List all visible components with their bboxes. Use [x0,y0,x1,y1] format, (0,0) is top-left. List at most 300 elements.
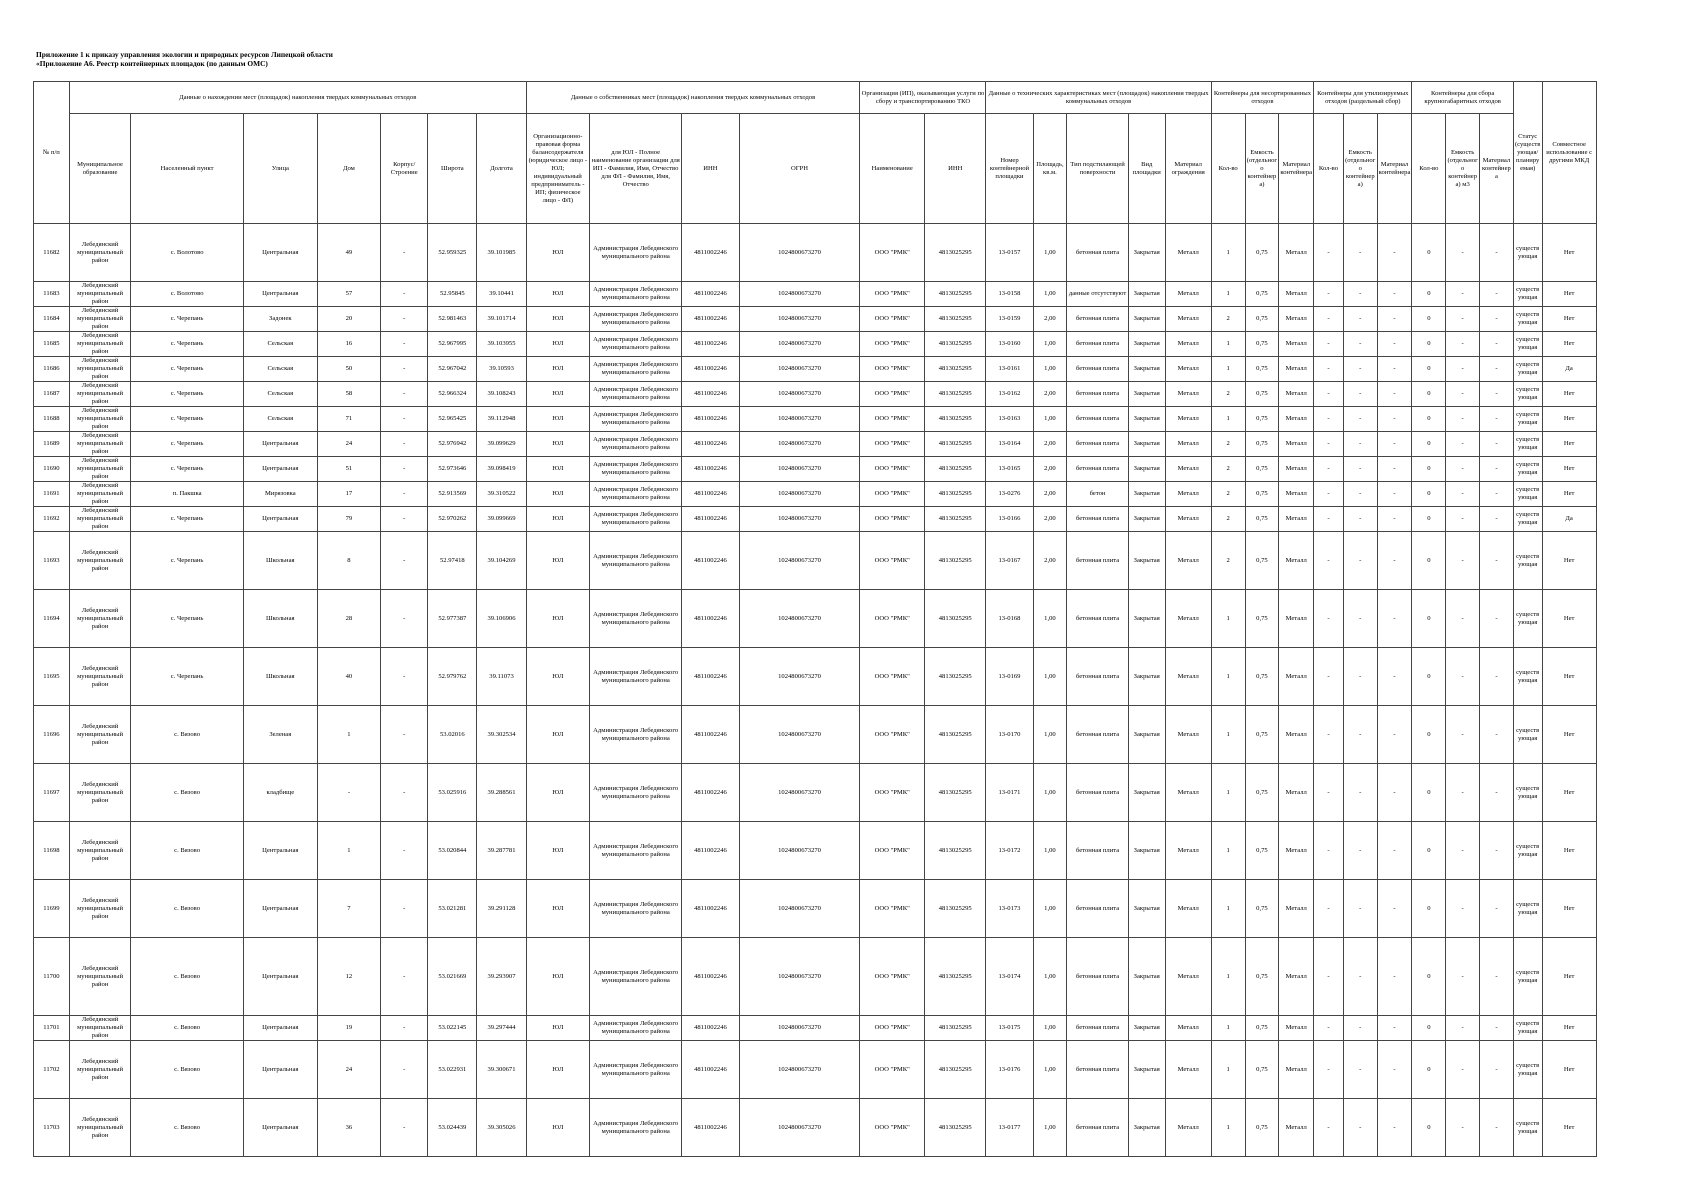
cell-inn: 4811002246 [682,224,739,282]
cell-recyclable-material: - [1377,382,1412,407]
cell-lat: 53.022145 [428,1016,477,1041]
cell-owner-name: Администрация Лебедянского муниципального района [590,822,682,880]
cell-operator-inn: 4813025295 [924,764,985,822]
cell-bulky-capacity: - [1446,590,1480,648]
document-header [36,50,333,68]
cell-settlement: с. Вязово [131,706,244,764]
cell-bulky-material: - [1480,532,1514,590]
cell-unsorted-capacity: 0,75 [1245,706,1279,764]
cell-recyclable-material: - [1377,590,1412,648]
cell-shared: Нет [1542,382,1596,407]
cell-fence: Металл [1165,1099,1211,1157]
cell-operator-inn: 4813025295 [924,1016,985,1041]
container-sites-register-table [33,81,1641,1157]
cell-lon: 39.310522 [477,482,526,507]
cell-house: 58 [317,382,380,407]
cell-surface: бетонная плита [1067,764,1128,822]
cell-street: Школьная [243,648,317,706]
cell-fence: Металл [1165,507,1211,532]
cell-bulky-capacity: - [1446,407,1480,432]
cell-area: 2,00 [1033,432,1067,457]
cell-recyclable-qty: - [1314,224,1344,282]
cell-building: - [381,282,428,307]
table-row [34,822,1641,880]
cell-fence: Металл [1165,457,1211,482]
cell-unsorted-material: Металл [1279,880,1314,938]
cell-shared: Нет [1542,590,1596,648]
cell-owner-name: Администрация Лебедянского муниципального района [590,764,682,822]
cell-lon: 39.11073 [477,648,526,706]
cell-owner-name: Администрация Лебедянского муниципального района [590,482,682,507]
cell-operator-name: ООО "РМК" [860,307,925,332]
cell-unsorted-qty: 1 [1211,822,1245,880]
cell-lat: 52.977387 [428,590,477,648]
cell-settlement: с. Черепань [131,457,244,482]
cell-n: 11697 [34,764,70,822]
table-row [34,880,1641,938]
cell-n: 11694 [34,590,70,648]
cell-bulky-material: - [1480,706,1514,764]
cell-recyclable-capacity: - [1343,432,1377,457]
cell-bulky-qty: 0 [1412,432,1446,457]
cell-owner-name: Администрация Лебедянского муниципального района [590,407,682,432]
cell-site-no: 13-0157 [986,224,1033,282]
cell-inn: 4811002246 [682,822,739,880]
cell-n: 11682 [34,224,70,282]
cell-house: 79 [317,507,380,532]
cell-house: 50 [317,357,380,382]
cell-settlement: с. Волотово [131,282,244,307]
cell-street: Школьная [243,590,317,648]
cell-ogrn: 1024800673270 [739,357,860,382]
cell-inn: 4811002246 [682,880,739,938]
cell-recyclable-qty: - [1314,357,1344,382]
cell-mun: Лебедянский муниципальный район [69,1016,130,1041]
cell-shared: Нет [1542,307,1596,332]
cell-operator-name: ООО "РМК" [860,457,925,482]
cell-lon: 39.10441 [477,282,526,307]
cell-area: 1,00 [1033,282,1067,307]
cell-legal-form: ЮЛ [526,764,589,822]
cell-inn: 4811002246 [682,282,739,307]
cell-legal-form: ЮЛ [526,1016,589,1041]
cell-n: 11695 [34,648,70,706]
cell-operator-inn: 4813025295 [924,648,985,706]
cell-area: 1,00 [1033,764,1067,822]
cell-lat: 52.976942 [428,432,477,457]
cell-building: - [381,457,428,482]
col-house: Дом [317,114,380,224]
cell-owner-name: Администрация Лебедянского муниципального района [590,432,682,457]
cell-bulky-qty: 0 [1412,224,1446,282]
cell-recyclable-qty: - [1314,332,1344,357]
cell-lat: 52.965425 [428,407,477,432]
cell-site-type: Закрытая [1128,382,1165,407]
cell-site-type: Закрытая [1128,407,1165,432]
cell-bulky-material: - [1480,307,1514,332]
cell-fence: Металл [1165,307,1211,332]
cell-operator-name: ООО "РМК" [860,382,925,407]
cell-legal-form: ЮЛ [526,880,589,938]
cell-bulky-material: - [1480,764,1514,822]
cell-ogrn: 1024800673270 [739,764,860,822]
cell-bulky-material: - [1480,507,1514,532]
cell-area: 1,00 [1033,648,1067,706]
cell-operator-inn: 4813025295 [924,938,985,1016]
cell-status: существующая [1513,507,1542,532]
cell-ogrn: 1024800673270 [739,282,860,307]
cell-bulky-material: - [1480,282,1514,307]
cell-settlement: с. Черепань [131,382,244,407]
cell-bulky-material: - [1480,648,1514,706]
cell-unsorted-capacity: 0,75 [1245,1016,1279,1041]
cell-operator-name: ООО "РМК" [860,357,925,382]
cell-fence: Металл [1165,432,1211,457]
cell-bulky-capacity: - [1446,938,1480,1016]
cell-legal-form: ЮЛ [526,407,589,432]
cell-shared: Нет [1542,332,1596,357]
cell-surface: бетонная плита [1067,1016,1128,1041]
col-settlement: Населенный пункт [131,114,244,224]
cell-fence: Металл [1165,706,1211,764]
cell-settlement: с. Черепань [131,332,244,357]
cell-recyclable-qty: - [1314,1041,1344,1099]
cell-bulky-material: - [1480,382,1514,407]
col-unsorted-capacity: Емкость (отдельного контейнера) [1245,114,1279,224]
cell-surface: бетонная плита [1067,432,1128,457]
cell-recyclable-capacity: - [1343,307,1377,332]
cell-house: 1 [317,706,380,764]
cell-ogrn: 1024800673270 [739,880,860,938]
cell-lon: 39.297444 [477,1016,526,1041]
cell-unsorted-qty: 2 [1211,382,1245,407]
table-row [34,1016,1641,1041]
cell-unsorted-qty: 1 [1211,407,1245,432]
table-row [34,532,1641,590]
cell-ogrn: 1024800673270 [739,482,860,507]
cell-recyclable-capacity: - [1343,648,1377,706]
cell-unsorted-material: Металл [1279,590,1314,648]
cell-unsorted-capacity: 0,75 [1245,938,1279,1016]
cell-bulky-capacity: - [1446,1041,1480,1099]
cell-recyclable-capacity: - [1343,532,1377,590]
cell-site-no: 13-0169 [986,648,1033,706]
cell-bulky-capacity: - [1446,532,1480,590]
cell-inn: 4811002246 [682,590,739,648]
cell-bulky-material: - [1480,224,1514,282]
cell-site-type: Закрытая [1128,507,1165,532]
table-row [34,507,1641,532]
cell-site-type: Закрытая [1128,764,1165,822]
cell-operator-name: ООО "РМК" [860,482,925,507]
cell-n: 11703 [34,1099,70,1157]
cell-operator-name: ООО "РМК" [860,1016,925,1041]
col-lon: Долгота [477,114,526,224]
cell-street: кладбище [243,764,317,822]
cell-legal-form: ЮЛ [526,382,589,407]
cell-status: существующая [1513,648,1542,706]
cell-inn: 4811002246 [682,432,739,457]
cell-lat: 52.973646 [428,457,477,482]
cell-operator-name: ООО "РМК" [860,224,925,282]
cell-bulky-qty: 0 [1412,1041,1446,1099]
col-bulky-qty: Кол-во [1412,114,1446,224]
cell-legal-form: ЮЛ [526,457,589,482]
cell-house: 7 [317,880,380,938]
cell-ogrn: 1024800673270 [739,507,860,532]
table-row [34,590,1641,648]
cell-shared: Нет [1542,224,1596,282]
cell-inn: 4811002246 [682,357,739,382]
cell-legal-form: ЮЛ [526,507,589,532]
cell-ogrn: 1024800673270 [739,938,860,1016]
cell-area: 2,00 [1033,307,1067,332]
col-owner-name: для ЮЛ - Полное наименование организации для ИП - Фамилия, Имя, Отчество для ФЛ - Фамилия, Имя, Отчество [590,114,682,224]
cell-area: 2,00 [1033,482,1067,507]
cell-recyclable-capacity: - [1343,457,1377,482]
cell-ogrn: 1024800673270 [739,706,860,764]
cell-legal-form: ЮЛ [526,648,589,706]
cell-unsorted-qty: 1 [1211,357,1245,382]
cell-lat: 52.95845 [428,282,477,307]
cell-settlement: с. Черепань [131,307,244,332]
cell-unsorted-material: Металл [1279,1099,1314,1157]
cell-shared: Да [1542,507,1596,532]
cell-mun: Лебедянский муниципальный район [69,432,130,457]
cell-legal-form: ЮЛ [526,307,589,332]
cell-site-no: 13-0163 [986,407,1033,432]
cell-lat: 52.967042 [428,357,477,382]
cell-n: 11700 [34,938,70,1016]
cell-owner-name: Администрация Лебедянского муниципального района [590,1041,682,1099]
cell-fence: Металл [1165,332,1211,357]
cell-site-no: 13-0164 [986,432,1033,457]
cell-unsorted-qty: 1 [1211,1041,1245,1099]
cell-bulky-capacity: - [1446,822,1480,880]
cell-recyclable-qty: - [1314,706,1344,764]
cell-inn: 4811002246 [682,706,739,764]
cell-street: Сельская [243,407,317,432]
cell-bulky-material: - [1480,357,1514,382]
cell-inn: 4811002246 [682,332,739,357]
cell-shared: Нет [1542,706,1596,764]
cell-mun: Лебедянский муниципальный район [69,822,130,880]
cell-owner-name: Администрация Лебедянского муниципального района [590,1016,682,1041]
cell-bulky-qty: 0 [1412,880,1446,938]
cell-fence: Металл [1165,822,1211,880]
col-area: Площадь, кв.м. [1033,114,1067,224]
cell-bulky-material: - [1480,1041,1514,1099]
cell-unsorted-capacity: 0,75 [1245,224,1279,282]
cell-shared: Нет [1542,764,1596,822]
cell-bulky-material: - [1480,482,1514,507]
group-unsorted: Контейнеры для несортированных отходов [1211,82,1313,114]
cell-legal-form: ЮЛ [526,1041,589,1099]
cell-ogrn: 1024800673270 [739,224,860,282]
cell-n: 11702 [34,1041,70,1099]
cell-bulky-qty: 0 [1412,532,1446,590]
cell-street: Центральная [243,938,317,1016]
cell-shared: Нет [1542,407,1596,432]
cell-inn: 4811002246 [682,1099,739,1157]
cell-street: Центральная [243,457,317,482]
cell-lat: 52.967995 [428,332,477,357]
cell-house: 51 [317,457,380,482]
cell-unsorted-material: Металл [1279,307,1314,332]
cell-house: 28 [317,590,380,648]
cell-area: 2,00 [1033,382,1067,407]
cell-surface: бетонная плита [1067,938,1128,1016]
cell-fence: Металл [1165,590,1211,648]
cell-bulky-qty: 0 [1412,706,1446,764]
cell-operator-name: ООО "РМК" [860,532,925,590]
cell-house: 57 [317,282,380,307]
group-tech: Данные о технических характеристиках мест (площадок) накопления твердых коммунальных отходов [986,82,1211,114]
cell-area: 2,00 [1033,507,1067,532]
cell-surface: бетонная плита [1067,590,1128,648]
table-row [34,482,1641,507]
cell-unsorted-qty: 1 [1211,648,1245,706]
cell-shared: Нет [1542,482,1596,507]
cell-house: 49 [317,224,380,282]
cell-building: - [381,224,428,282]
cell-building: - [381,1099,428,1157]
cell-site-no: 13-0170 [986,706,1033,764]
cell-unsorted-qty: 2 [1211,482,1245,507]
cell-surface: бетонная плита [1067,880,1128,938]
cell-recyclable-material: - [1377,282,1412,307]
cell-unsorted-material: Металл [1279,407,1314,432]
cell-house: 71 [317,407,380,432]
cell-operator-inn: 4813025295 [924,482,985,507]
cell-status: существующая [1513,432,1542,457]
cell-house: 1 [317,822,380,880]
cell-area: 1,00 [1033,332,1067,357]
cell-building: - [381,1016,428,1041]
cell-bulky-qty: 0 [1412,382,1446,407]
cell-unsorted-capacity: 0,75 [1245,822,1279,880]
cell-settlement: с. Черепань [131,357,244,382]
cell-lat: 53.022931 [428,1041,477,1099]
cell-site-type: Закрытая [1128,648,1165,706]
cell-bulky-qty: 0 [1412,332,1446,357]
cell-operator-inn: 4813025295 [924,822,985,880]
cell-unsorted-capacity: 0,75 [1245,357,1279,382]
cell-bulky-qty: 0 [1412,407,1446,432]
cell-bulky-qty: 0 [1412,307,1446,332]
cell-ogrn: 1024800673270 [739,532,860,590]
cell-bulky-capacity: - [1446,706,1480,764]
cell-site-no: 13-0175 [986,1016,1033,1041]
cell-site-type: Закрытая [1128,282,1165,307]
cell-bulky-qty: 0 [1412,1099,1446,1157]
cell-street: Центральная [243,507,317,532]
cell-recyclable-qty: - [1314,764,1344,822]
cell-site-type: Закрытая [1128,1016,1165,1041]
table-row [34,432,1641,457]
cell-area: 1,00 [1033,822,1067,880]
cell-site-type: Закрытая [1128,432,1165,457]
cell-n: 11685 [34,332,70,357]
cell-area: 1,00 [1033,407,1067,432]
cell-unsorted-capacity: 0,75 [1245,282,1279,307]
cell-recyclable-capacity: - [1343,822,1377,880]
cell-fence: Металл [1165,880,1211,938]
cell-operator-name: ООО "РМК" [860,880,925,938]
cell-operator-inn: 4813025295 [924,1041,985,1099]
cell-n: 11701 [34,1016,70,1041]
cell-area: 1,00 [1033,706,1067,764]
cell-house: 20 [317,307,380,332]
table-row [34,382,1641,407]
cell-operator-inn: 4813025295 [924,1099,985,1157]
col-shared: Совместное использование с другими МКД [1542,82,1596,224]
cell-operator-inn: 4813025295 [924,457,985,482]
cell-lat: 52.981463 [428,307,477,332]
cell-settlement: п. Пакшка [131,482,244,507]
col-building: Корпус/Строение [381,114,428,224]
cell-status: существующая [1513,407,1542,432]
cell-settlement: с. Черепань [131,590,244,648]
cell-recyclable-material: - [1377,938,1412,1016]
table-row [34,457,1641,482]
cell-site-type: Закрытая [1128,938,1165,1016]
cell-site-no: 13-0176 [986,1041,1033,1099]
cell-recyclable-capacity: - [1343,332,1377,357]
cell-recyclable-material: - [1377,432,1412,457]
cell-owner-name: Администрация Лебедянского муниципального района [590,507,682,532]
cell-recyclable-qty: - [1314,880,1344,938]
col-status: Статус (существующая/ планируемая) [1513,82,1542,224]
cell-site-no: 13-0172 [986,822,1033,880]
cell-unsorted-material: Металл [1279,938,1314,1016]
cell-recyclable-qty: - [1314,482,1344,507]
table-row [34,648,1641,706]
cell-recyclable-material: - [1377,307,1412,332]
cell-recyclable-capacity: - [1343,706,1377,764]
cell-bulky-qty: 0 [1412,482,1446,507]
cell-mun: Лебедянский муниципальный район [69,282,130,307]
cell-recyclable-material: - [1377,407,1412,432]
cell-recyclable-material: - [1377,764,1412,822]
cell-surface: бетонная плита [1067,307,1128,332]
cell-n: 11698 [34,822,70,880]
cell-bulky-material: - [1480,880,1514,938]
col-ogrn: ОГРН [739,114,860,224]
cell-legal-form: ЮЛ [526,432,589,457]
table-body [34,224,1641,1157]
cell-recyclable-material: - [1377,1041,1412,1099]
cell-unsorted-material: Металл [1279,357,1314,382]
cell-recyclable-qty: - [1314,822,1344,880]
cell-building: - [381,532,428,590]
cell-operator-name: ООО "РМК" [860,648,925,706]
cell-inn: 4811002246 [682,407,739,432]
cell-lon: 39.098419 [477,457,526,482]
cell-site-no: 13-0171 [986,764,1033,822]
cell-surface: бетонная плита [1067,532,1128,590]
col-num: № п/п [34,82,70,224]
cell-settlement: с. Вязово [131,764,244,822]
cell-operator-name: ООО "РМК" [860,282,925,307]
table-row [34,1041,1641,1099]
cell-building: - [381,382,428,407]
cell-fence: Металл [1165,224,1211,282]
cell-unsorted-material: Металл [1279,822,1314,880]
cell-site-no: 13-0160 [986,332,1033,357]
cell-owner-name: Администрация Лебедянского муниципального района [590,332,682,357]
cell-owner-name: Администрация Лебедянского муниципального района [590,938,682,1016]
